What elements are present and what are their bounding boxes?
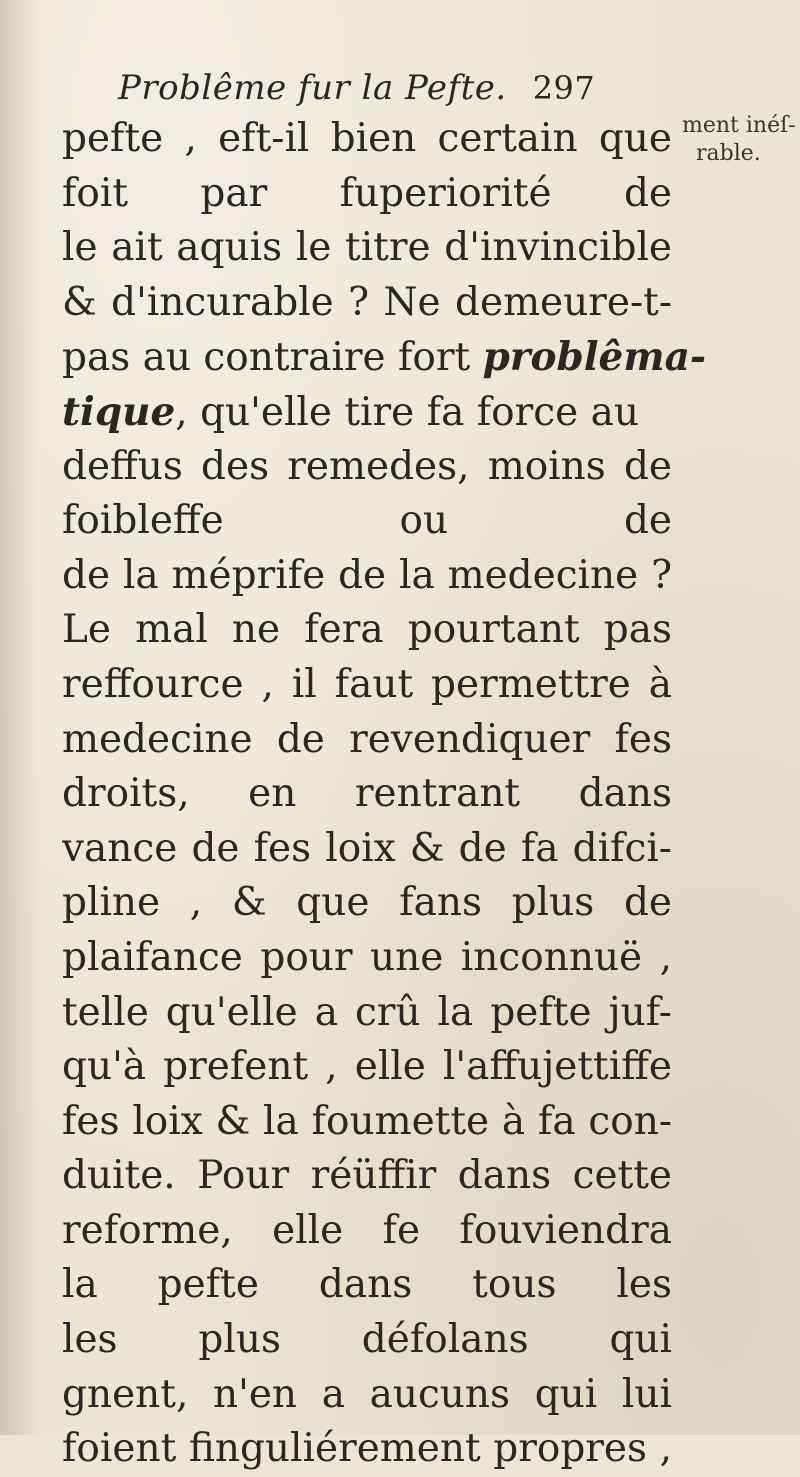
text-line: qu'à prefent , elle l'affujettiffe [62, 1044, 672, 1090]
text-line: foibleffe ou de [62, 498, 672, 544]
text-line: deffus des remedes, moins de [62, 443, 672, 489]
margin-note-line-2: rable. [696, 141, 761, 166]
text-line: & d'incurable ? Ne demeure-t- [62, 279, 672, 325]
text-line: vance de fes loix & de fa difci- [62, 825, 672, 871]
running-header [118, 68, 595, 108]
text-line: la pefte dans tous les [62, 1262, 672, 1308]
italic-word-end: tique [62, 388, 176, 435]
running-title: Problême fur la Pefte. [118, 68, 507, 108]
text-line: duite. Pour réüffir dans cette [62, 1153, 672, 1199]
margin-note-line-1: ment inéſ- [682, 113, 796, 138]
text-fragment: pas au contraire fort [62, 335, 471, 381]
text-line: foient finguliérement propres , [62, 1426, 672, 1472]
italic-word: problêma- [482, 334, 707, 381]
text-line: reffource , il faut permettre à [62, 661, 672, 707]
text-line: pefte , eft-il bien certain que [62, 116, 672, 161]
text-line [62, 330, 707, 385]
text-line: droits, en rentrant dans [62, 771, 672, 817]
text-fragment: , qu'elle tire fa force au [175, 389, 639, 435]
margin-note [682, 112, 796, 168]
text-line [62, 385, 672, 440]
body-text [62, 112, 707, 1477]
text-line: medecine de revendiquer fes [62, 716, 672, 762]
text-line: telle qu'elle a crû la pefte juf- [62, 989, 672, 1035]
text-line: de la méprife de la medecine ? [62, 552, 672, 598]
text-line: fes loix & la foumette à fa con- [62, 1098, 672, 1144]
text-line: reforme, elle fe fouviendra [62, 1207, 672, 1253]
text-line: Le mal ne fera pourtant pas [62, 607, 672, 653]
text-line: les plus défolans qui [62, 1317, 672, 1363]
page-number: 297 [532, 69, 596, 107]
text-line: pline , & que fans plus de [62, 880, 672, 926]
text-line: foit par fuperiorité de [62, 170, 672, 216]
text-line: gnent, n'en a aucuns qui lui [62, 1371, 672, 1417]
text-line: plaifance pour une inconnuë , [62, 934, 672, 980]
text-line: le ait aquis le titre d'invincible [62, 225, 672, 271]
page-gutter-shadow [0, 0, 40, 1435]
